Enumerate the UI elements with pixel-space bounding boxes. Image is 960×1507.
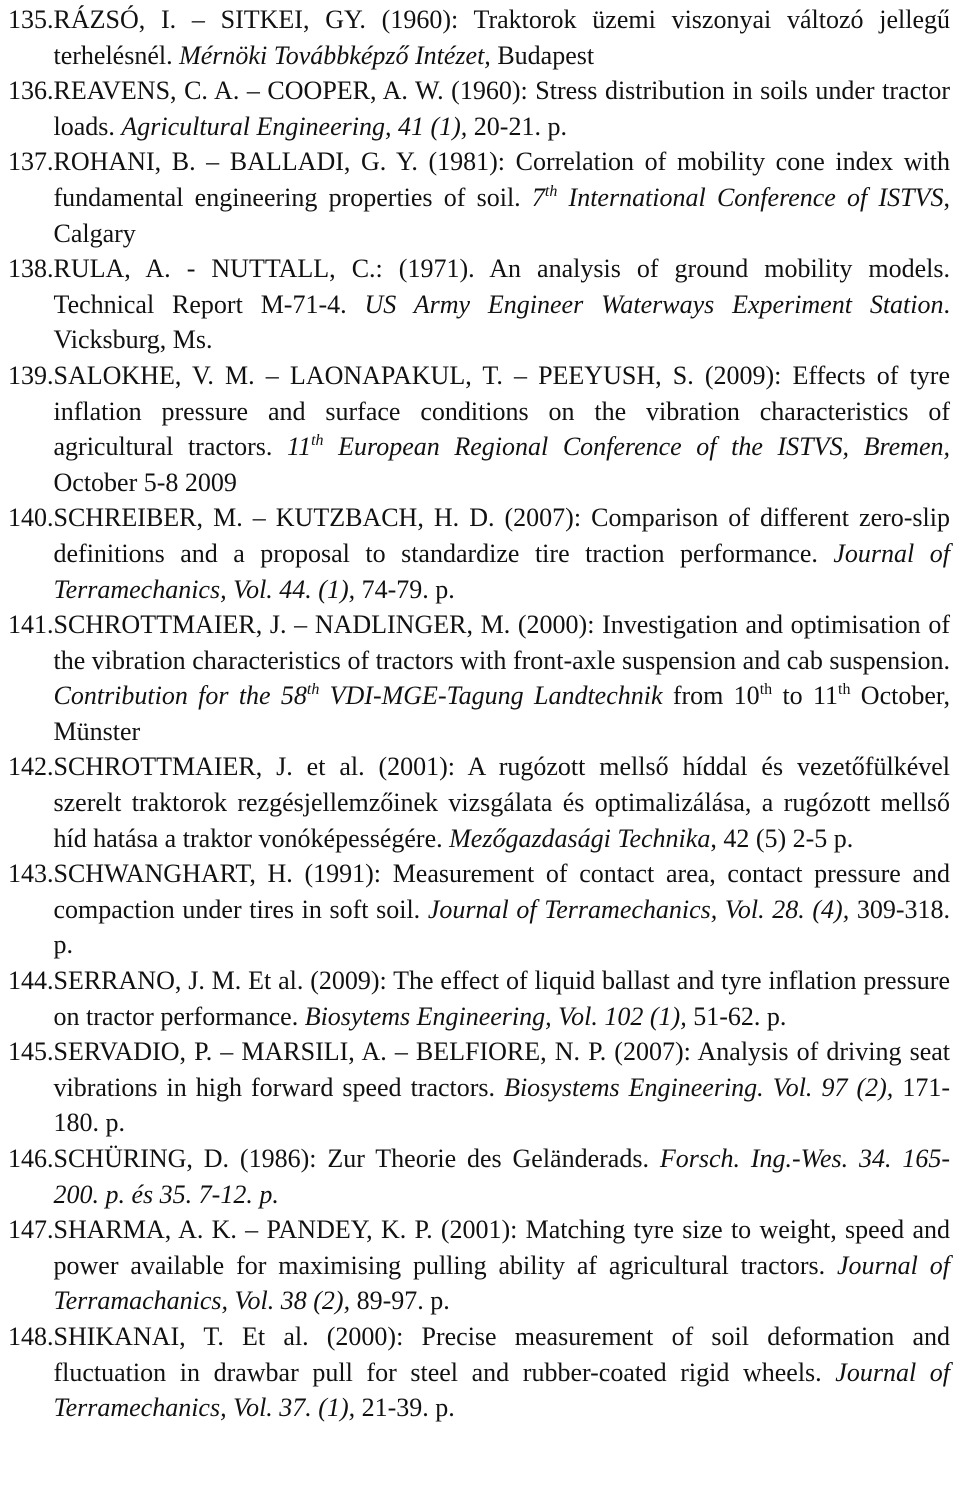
reference-segment: SERRANO, J. M. Et al. (2009): The effect of liquid ballast and tyre inflation pressure on tractor performance. bbox=[53, 966, 950, 1031]
reference-superscript: th bbox=[544, 182, 558, 200]
reference-italic-segment: 11 bbox=[287, 432, 312, 462]
reference-number: 141. bbox=[8, 610, 54, 640]
reference-italic-segment: International Conference of ISTVS bbox=[557, 182, 944, 212]
reference-entry bbox=[8, 358, 950, 500]
reference-number: 136. bbox=[8, 76, 54, 106]
reference-italic-segment: Journal of Terramechanics, Vol. 44. (1), bbox=[53, 538, 950, 604]
reference-italic-segment: European Regional Conference of the ISTVS, Bremen, bbox=[323, 432, 951, 462]
reference-segment: SERVADIO, P. – MARSILI, A. – BELFIORE, N. P. (2007): Analysis of driving seat vibrations in high forward speed tractors. bbox=[53, 1037, 950, 1102]
reference-number: 137. bbox=[8, 147, 54, 177]
reference-text bbox=[54, 856, 951, 963]
reference-text bbox=[54, 251, 951, 358]
reference-italic-segment: Forsch. Ing.-Wes. 34. 165-200. p. és 35. 7-12. p. bbox=[53, 1144, 951, 1209]
reference-segment: 20-21. p. bbox=[467, 111, 567, 141]
reference-italic-segment: Journal of Terramechanics, Vol. 37. (1), bbox=[53, 1357, 951, 1423]
reference-text bbox=[54, 358, 951, 500]
reference-entry bbox=[8, 963, 950, 1034]
reference-segment: SCHÜRING, D. (1986): Zur Theorie des Geländerads. bbox=[53, 1144, 660, 1173]
reference-segment: 309-318. p. bbox=[53, 894, 951, 960]
reference-text bbox=[54, 2, 951, 73]
reference-entry bbox=[8, 251, 950, 358]
reference-list bbox=[8, 2, 950, 1426]
reference-number: 140. bbox=[8, 503, 54, 533]
reference-italic-segment: Mérnöki Továbbképző Intézet, bbox=[179, 40, 491, 70]
reference-segment: REAVENS, C. A. – COOPER, A. W. (1960): Stress distribution in soils under tractor loads. bbox=[53, 76, 950, 141]
reference-segment: from 10 bbox=[662, 681, 760, 711]
reference-number: 145. bbox=[8, 1037, 54, 1067]
reference-segment: 74-79. p. bbox=[355, 574, 455, 604]
reference-italic-segment: 7 bbox=[531, 182, 545, 212]
reference-italic-segment: Biosystems Engineering. Vol. 97 (2), bbox=[504, 1072, 894, 1102]
reference-segment: ROHANI, B. – BALLADI, G. Y. (1981): Correlation of mobility cone index with fundamental engineering properties of soil. bbox=[53, 147, 950, 212]
reference-text bbox=[54, 1141, 951, 1212]
reference-entry bbox=[8, 2, 950, 73]
reference-segment: 21-39. p. bbox=[355, 1393, 455, 1423]
reference-segment: SHIKANAI, T. Et al. (2000): Precise measurement of soil deformation and fluctuation in drawbar pull for steel and rubber-coated rigid wheels. bbox=[53, 1321, 950, 1387]
reference-entry bbox=[8, 856, 950, 963]
reference-italic-segment: Mezőgazdasági Technika bbox=[449, 823, 711, 853]
reference-text bbox=[54, 607, 951, 749]
reference-number: 135. bbox=[8, 5, 54, 34]
reference-number: 148. bbox=[8, 1321, 54, 1351]
reference-text bbox=[54, 1319, 951, 1426]
reference-italic-segment: Journal of Terramachanics, Vol. 38 (2), bbox=[53, 1250, 950, 1316]
reference-segment: October 5-8 2009 bbox=[53, 467, 237, 497]
reference-superscript: th bbox=[306, 681, 320, 699]
reference-number: 144. bbox=[8, 966, 54, 996]
reference-segment: SHARMA, A. K. – PANDEY, K. P. (2001): Matching tyre size to weight, speed and power available for maximising pulling ability af agricultural tractors. bbox=[53, 1215, 950, 1280]
reference-segment: SCHROTTMAIER, J. – NADLINGER, M. (2000): Investigation and optimisation of the vibration characteristics of tractors with front-axle suspension and cab suspension. bbox=[53, 610, 950, 675]
reference-italic-segment: Contribution for the 58 bbox=[53, 681, 307, 711]
reference-number: 139. bbox=[8, 360, 54, 390]
reference-text bbox=[54, 749, 951, 856]
reference-segment: to 11 bbox=[772, 681, 839, 711]
reference-italic-segment: Agricultural Engineering, 41 (1), bbox=[121, 111, 468, 141]
reference-segment: RULA, A. - NUTTALL, C.: (1971). An analysis of ground mobility models. Technical Report M-71-4. bbox=[53, 254, 950, 319]
reference-text bbox=[54, 1034, 951, 1141]
reference-segment: SCHREIBER, M. – KUTZBACH, H. D. (2007): Comparison of different zero-slip definitions and a proposal to standardize tire traction performance. bbox=[53, 503, 950, 568]
reference-segment: , 42 (5) 2-5 p. bbox=[710, 823, 854, 853]
reference-segment: October, Münster bbox=[53, 681, 950, 746]
reference-segment: SCHWANGHART, H. (1991): Measurement of contact area, contact pressure and compaction under tires in soft soil. bbox=[53, 859, 950, 924]
reference-entry bbox=[8, 1141, 950, 1212]
reference-segment: SALOKHE, V. M. – LAONAPAKUL, T. – PEEYUSH, S. (2009): Effects of tyre inflation pressure and surface conditions on the vibration characteristics of agricultural tractors. bbox=[53, 360, 950, 462]
reference-number: 143. bbox=[8, 859, 54, 889]
reference-text bbox=[54, 1212, 951, 1319]
reference-segment: 51-62. p. bbox=[686, 1001, 787, 1031]
reference-entry bbox=[8, 1034, 950, 1141]
reference-text bbox=[54, 963, 951, 1034]
reference-entry bbox=[8, 749, 950, 856]
reference-superscript: th bbox=[311, 432, 324, 450]
reference-segment: 171-180. p. bbox=[53, 1072, 951, 1138]
reference-superscript: th bbox=[759, 681, 773, 699]
reference-segment: RÁZSÓ, I. – SITKEI, GY. (1960): Traktorok üzemi viszonyai változó jellegű terhelésnél. bbox=[53, 5, 950, 70]
reference-number: 142. bbox=[8, 752, 54, 782]
reference-entry bbox=[8, 144, 950, 251]
reference-segment: 89-97. p. bbox=[350, 1286, 450, 1316]
reference-entry bbox=[8, 607, 950, 749]
reference-text bbox=[54, 144, 951, 251]
reference-italic-segment: Biosytems Engineering, Vol. 102 (1), bbox=[304, 1001, 687, 1031]
reference-segment: Budapest bbox=[490, 40, 595, 70]
reference-segment: SCHROTTMAIER, J. et al. (2001): A rugózott mellső híddal és vezetőfülkével szerelt traktorok rezgésjellemzőinek vizsgálata és optimalizálása, a rugózott mellső híd hatása a traktor vonóképességére. bbox=[53, 752, 950, 853]
reference-italic-segment: US Army Engineer Waterways Experiment Station bbox=[364, 289, 944, 319]
reference-segment: , Calgary bbox=[53, 182, 950, 248]
reference-entry bbox=[8, 1319, 950, 1426]
reference-superscript: th bbox=[838, 681, 851, 699]
reference-number: 138. bbox=[8, 254, 54, 284]
reference-segment: . Vicksburg, Ms. bbox=[53, 289, 950, 355]
reference-text bbox=[54, 500, 951, 607]
reference-text bbox=[54, 73, 951, 144]
reference-entry bbox=[8, 500, 950, 607]
reference-italic-segment: VDI-MGE-Tagung Landtechnik bbox=[319, 681, 663, 711]
reference-number: 147. bbox=[8, 1215, 54, 1245]
reference-entry bbox=[8, 1212, 950, 1319]
reference-entry bbox=[8, 73, 950, 144]
reference-number: 146. bbox=[8, 1144, 54, 1173]
reference-italic-segment: Journal of Terramechanics, Vol. 28. (4), bbox=[427, 894, 850, 924]
